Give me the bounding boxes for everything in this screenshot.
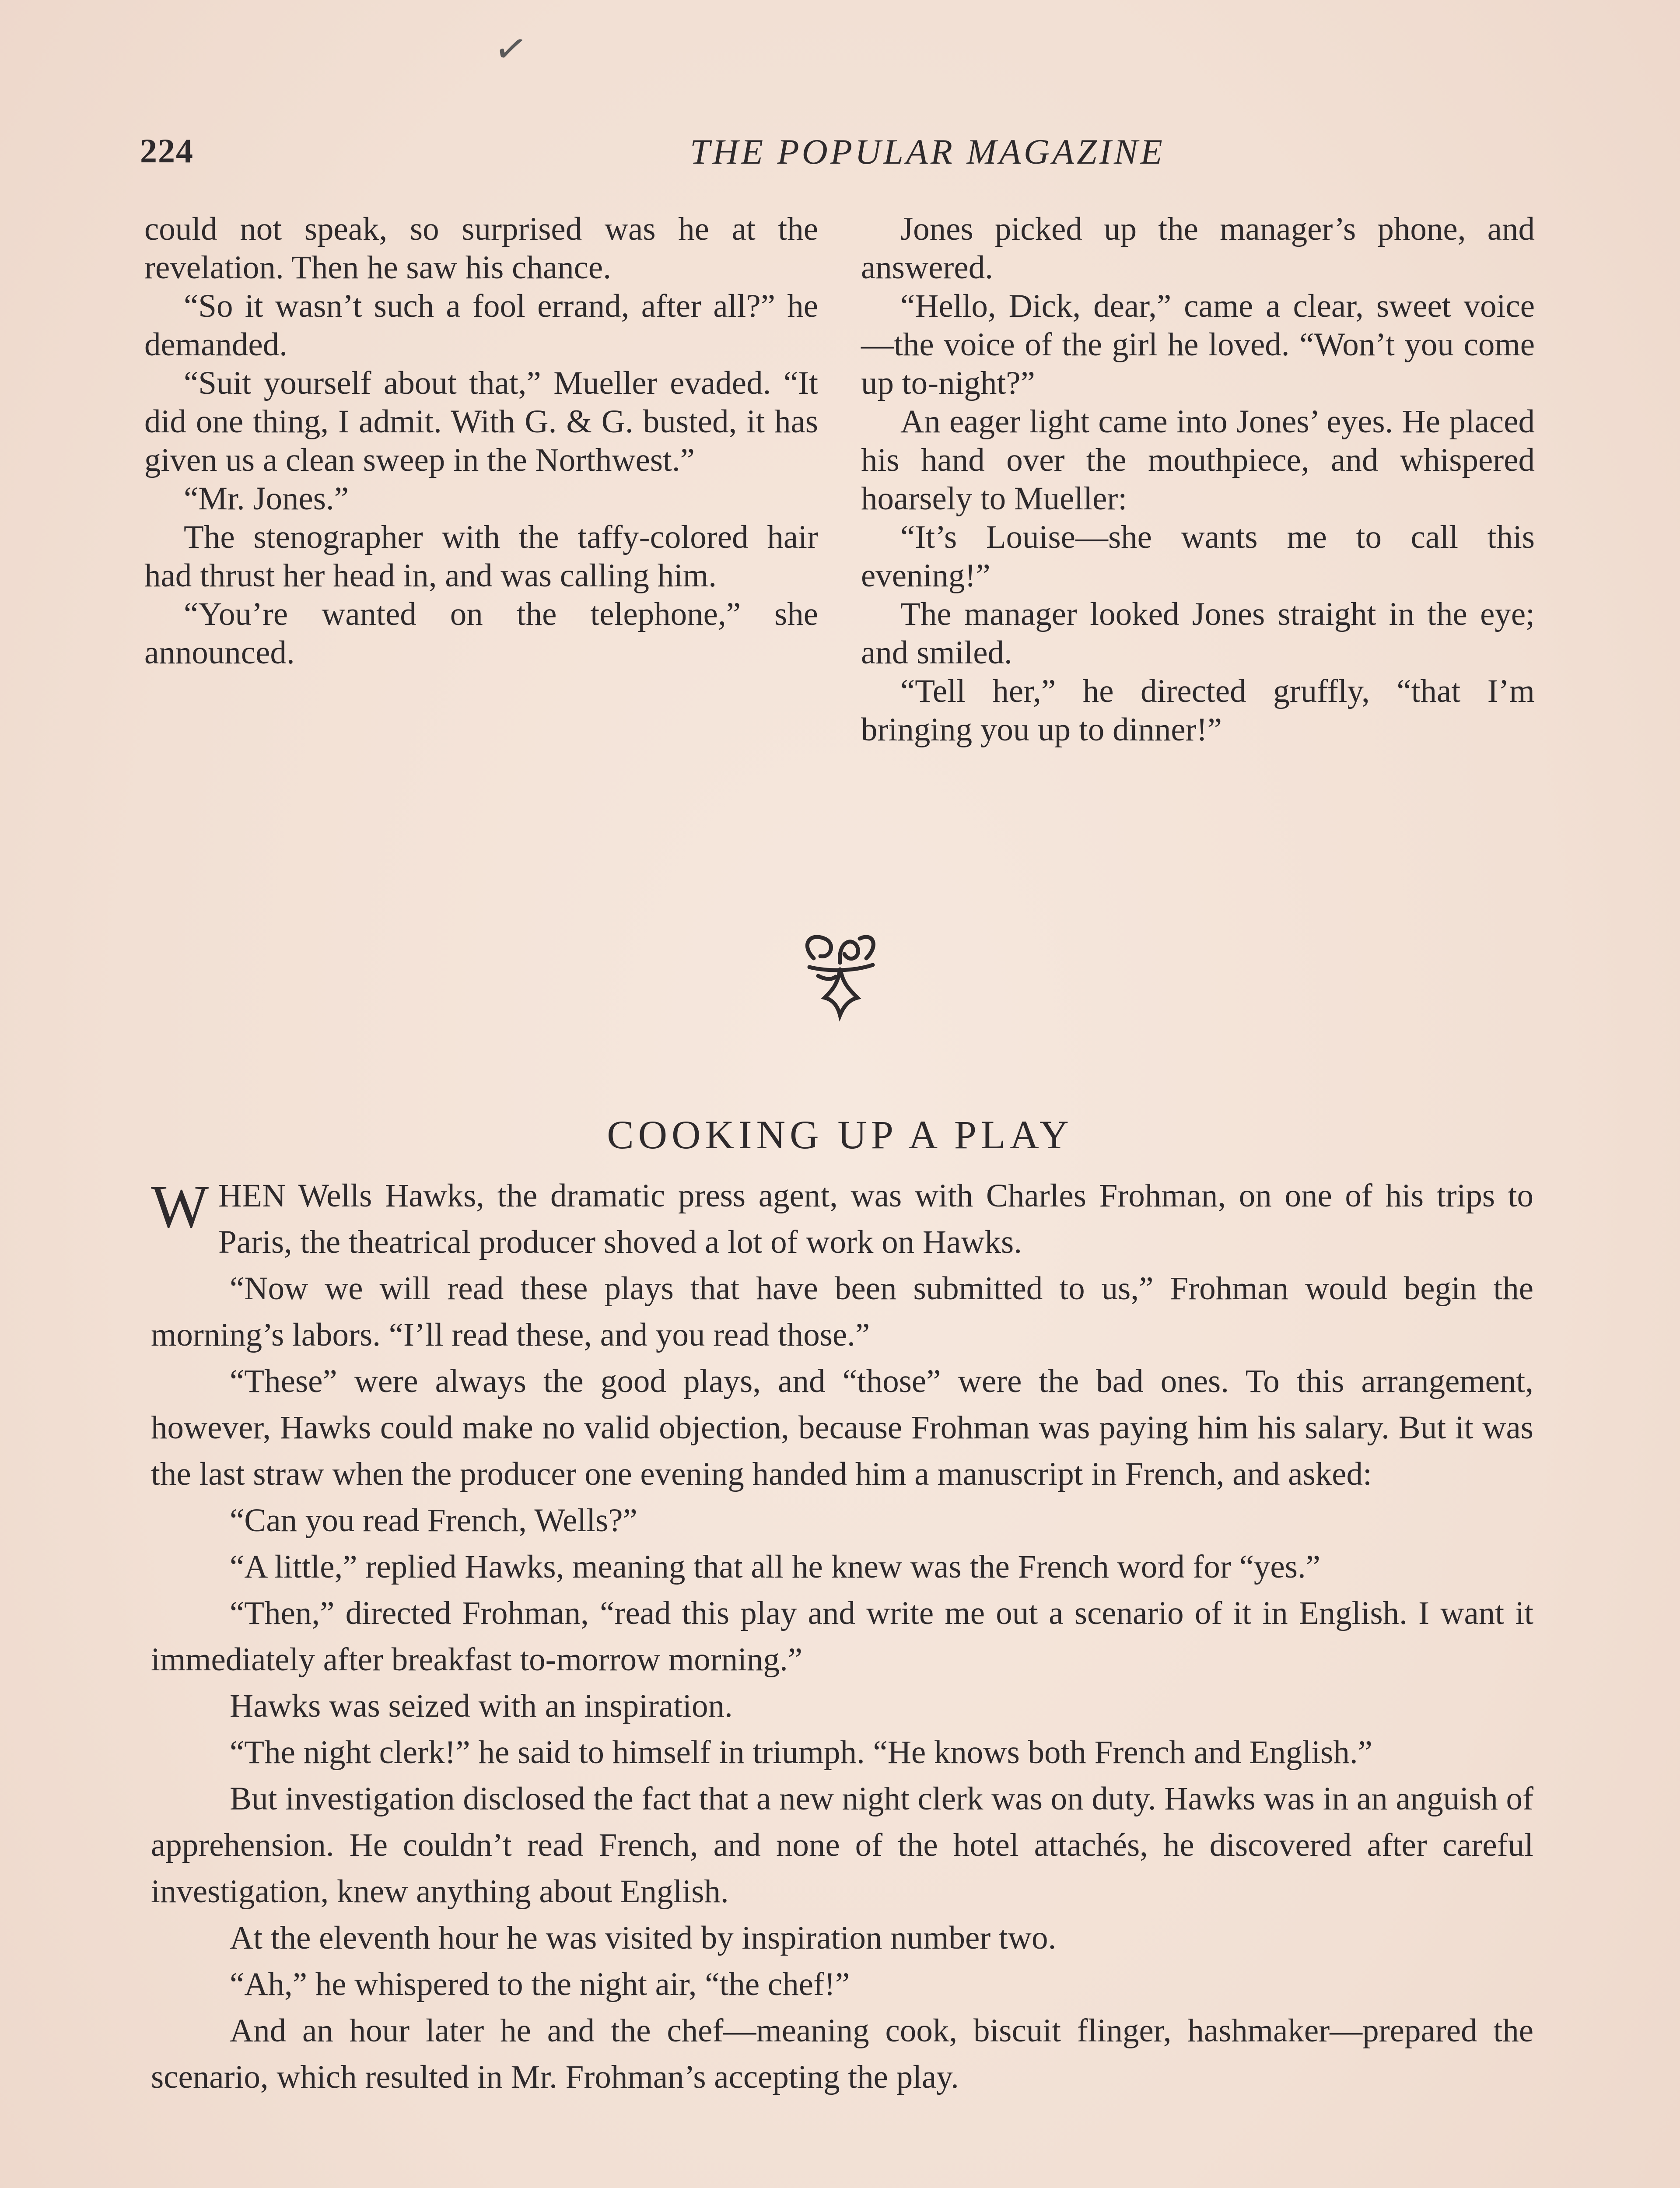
paragraph: “These” were always the good plays, and “those” were the bad ones. To this arrangement, however, Hawks could make no valid objection, because Frohman was paying him his salary. But it was the last straw when the producer one evening handed him a manuscript in French, and asked: [151,1363,1533,1492]
paragraph: “Ah,” he whispered to the night air, “the chef!” [230,1966,850,2002]
paragraph: At the eleventh hour he was visited by inspiration number two. [230,1920,1057,1956]
right-column [861,210,1535,749]
paragraph: “Can you read French, Wells?” [230,1502,637,1539]
article-title: COOKING UP A PLAY [607,1112,1073,1157]
paragraph: “The night clerk!” he said to himself in triumph. “He knows both French and English.” [230,1734,1372,1771]
paragraph: “Suit yourself about that,” Mueller evaded. “It did one thing, I admit. With G. & G. busted, it has given us a clean sweep in the Northwest.” [144,365,818,478]
paragraph: The manager looked Jones straight in the eye; and smiled. [861,596,1535,671]
paragraph: “A little,” replied Hawks, meaning that all he knew was the French word for “yes.” [230,1549,1320,1585]
paragraph: could not speak, so surprised was he at the revelation. Then he saw his chance. [144,211,818,286]
paragraph: “Then,” directed Frohman, “read this play and write me out a scenario of it in English. I want it immediately after breakfast to-morrow morning.” [151,1595,1533,1678]
paragraph: “Tell her,” he directed gruffly, “that I’m bringing you up to dinner!” [861,673,1535,748]
paragraph: “It’s Louise—she wants me to call this evening!” [861,519,1535,594]
paragraph: Jones picked up the manager’s phone, and answered. [861,211,1535,286]
paragraph: But investigation disclosed the fact that a new night clerk was on duty. Hawks was in an anguish of apprehension. He couldn’t read French, and none of the hotel attachés, he discovered after careful investigation, knew anything about English. [151,1781,1533,1910]
article-body [151,1173,1533,2100]
paragraph: And an hour later he and the chef—meaning cook, biscuit flinger, hashmaker—prepared the scenario, which resulted in Mr. Frohman’s accepting the play. [151,2013,1533,2095]
drop-cap: W [151,1173,209,1241]
paragraph: “You’re wanted on the telephone,” she announced. [144,596,818,671]
first-paragraph [151,1173,1533,1266]
paragraph: An eager light came into Jones’ eyes. He placed his hand over the mouthpiece, and whispered hoarsely to Mueller: [861,403,1535,517]
paragraph: “Now we will read these plays that have been submitted to us,” Frohman would begin the morning’s labors. “I’ll read these, and you read those.” [151,1270,1533,1353]
left-column [144,210,818,672]
paragraph: Hawks was seized with an inspiration. [230,1688,733,1724]
running-title: THE POPULAR MAGAZINE [690,132,1165,172]
first-paragraph-text: HEN Wells Hawks, the dramatic press agent, was with Charles Frohman, on one of his trips to Paris, the theatrical producer shoved a lot of work on Hawks. [218,1178,1533,1260]
page-header [140,131,1536,179]
pencil-mark-icon: ✓ [490,25,531,74]
paragraph: “So it wasn’t such a fool errand, after all?” he demanded. [144,288,818,363]
page-number: 224 [140,132,194,170]
paragraph: The stenographer with the taffy-colored hair had thrust her head in, and was calling him. [144,519,818,594]
paragraph: “Hello, Dick, dear,” came a clear, sweet voice—the voice of the girl he loved. “Won’t you come up to-night?” [861,288,1535,401]
fleuron-ornament-icon [783,910,897,1024]
paragraph: “Mr. Jones.” [184,480,349,517]
